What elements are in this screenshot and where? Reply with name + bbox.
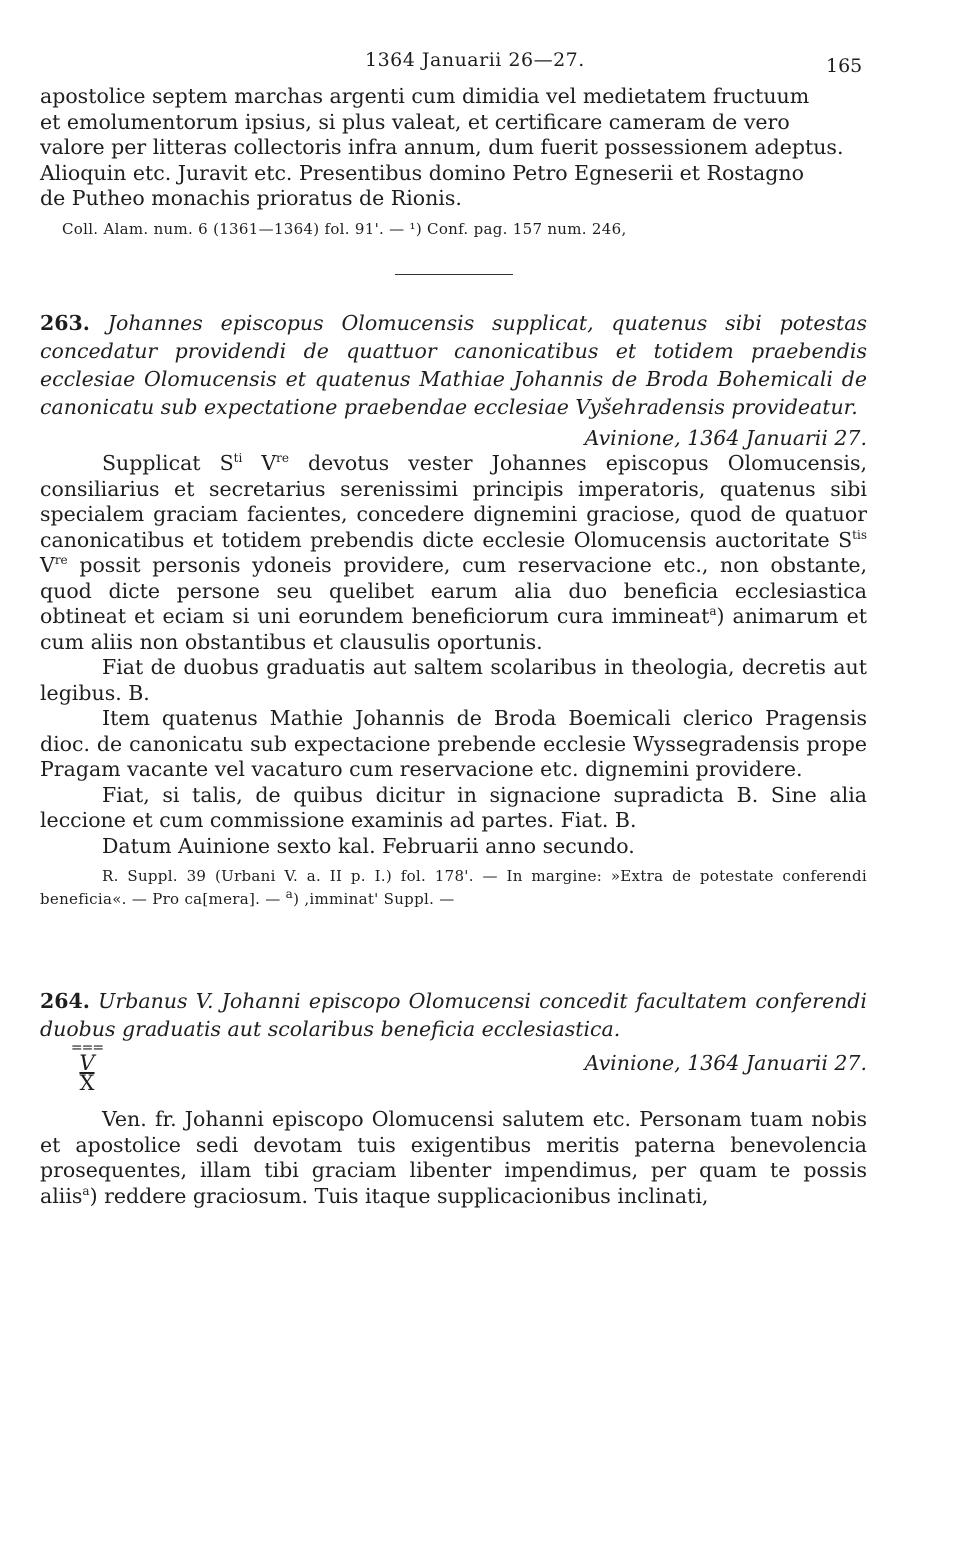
document-263 xyxy=(40,309,867,912)
register-mark xyxy=(67,1040,107,1095)
paragraph-fiat-1: Fiat de duobus graduatis aut saltem scolaribus in theologia, decretis aut legibus. B. xyxy=(40,655,867,705)
paragraph-item: Item quatenus Mathie Johannis de Broda Boemicali clerico Pragensis dioc. de canonicatu sub expectacione prebende ecclesie Wyssegradensis prope Pragam vacante vel vacaturo cum reservacione etc. dignemini providere. xyxy=(40,706,867,781)
dateline: Avinione, 1364 Januarii 27. xyxy=(584,425,867,450)
paragraph-datum: Datum Auinione sexto kal. Februarii anno secundo. xyxy=(102,833,635,858)
source-note: Coll. Alam. num. 6 (1361—1364) fol. 91'. — ¹) Conf. pag. 157 num. 246, xyxy=(62,219,627,238)
text-line: et emolumentorum ipsius, si plus valeat, et certificare cameram de vero xyxy=(40,109,790,134)
text-line: de Putheo monachis prioratus de Rionis. xyxy=(40,186,462,210)
section-divider xyxy=(395,274,513,275)
document-264 xyxy=(40,987,867,1209)
register-mark-bars: === xyxy=(70,1040,104,1056)
register-mark-v: V xyxy=(79,1051,95,1075)
paragraph-body: Ven. fr. Johanni episcopo Olomucensi salutem etc. Personam tuam nobis et apostolice sedi devotam tuis exigentibus meritis paterna benevolencia prosequentes, illam tibi graciam libenter impendimus, per quam te possis aliis$^a$) reddere graciosum. Tuis itaque supplicacionibus inclinati, xyxy=(40,1107,867,1208)
text-line: apostolice septem marchas argenti cum dimidia vel medietatem fructuum xyxy=(40,84,810,108)
register-mark-block xyxy=(40,1040,867,1107)
page-number: 165 xyxy=(826,55,863,77)
text-line: Alioquin etc. Juravit etc. Presentibus domino Petro Egneserii et Rostagno xyxy=(40,160,804,185)
document-number: 263. xyxy=(40,310,90,335)
document-summary xyxy=(40,309,867,421)
text-line: valore per litteras collectoris infra annum, dum fuerit possessionem adeptus. xyxy=(40,135,844,159)
running-head xyxy=(40,44,867,84)
source-note: R. Suppl. 39 (Urbani V. a. II p. I.) fol. 178'. — In margine: »Extra de potestate conferendi beneficia«. — Pro ca[mera]. — $^a$) ,imminat' Suppl. — xyxy=(40,867,867,908)
summary-text: Urbanus V. Johanni episcopo Olomucensi concedit facultatem conferendi duobus graduatis aut scolaribus beneficia ecclesiastica. xyxy=(40,989,867,1041)
summary-text: Johannes episcopus Olomucensis supplicat, quatenus sibi potestas concedatur providendi de quattuor canonicatibus et totidem praebendis ecclesiae Olomucensis et quatenus Mathiae Johannis de Broda Bohemicali de canonicatu sub expectatione praebendae ecclesiae Vyšehradensis provideatur. xyxy=(40,310,867,419)
document-summary xyxy=(40,987,867,1043)
register-mark-x: X xyxy=(79,1071,95,1095)
running-head-title: 1364 Januarii 26—27. xyxy=(365,49,585,71)
dateline: Avinione, 1364 Januarii 27. xyxy=(584,1051,867,1075)
paragraph-fiat-2: Fiat, si talis, de quibus dicitur in signacione supradicta B. Sine alia leccione et cum commissione examinis ad partes. Fiat. B. xyxy=(40,782,867,832)
paragraph-supplicat: Supplicat $S^{ti}$ Vre devotus vester Johannes episcopus Olomucensis, consiliarius et secretarius serenissimi principis imperatoris, quatenus sibi specialem graciam facientes, concedere dignemini graciose, quod de quatuor canonicatibus et totidem prebendis dicte ecclesie Olomucensis auctoritate $S^{tis}$ Vre possit personis ydoneis providere, cum reservacione etc., non obstante, quod dicte persone seu quelibet earum alia duo beneficia ecclesiastica obtineat et eciam si uni eorundem beneficiorum cura immineat$^a$) animarum et cum aliis non obstantibus et clausulis oportunis. xyxy=(40,451,867,654)
document-number: 264. xyxy=(40,989,90,1013)
previous-document-ending xyxy=(40,84,867,241)
